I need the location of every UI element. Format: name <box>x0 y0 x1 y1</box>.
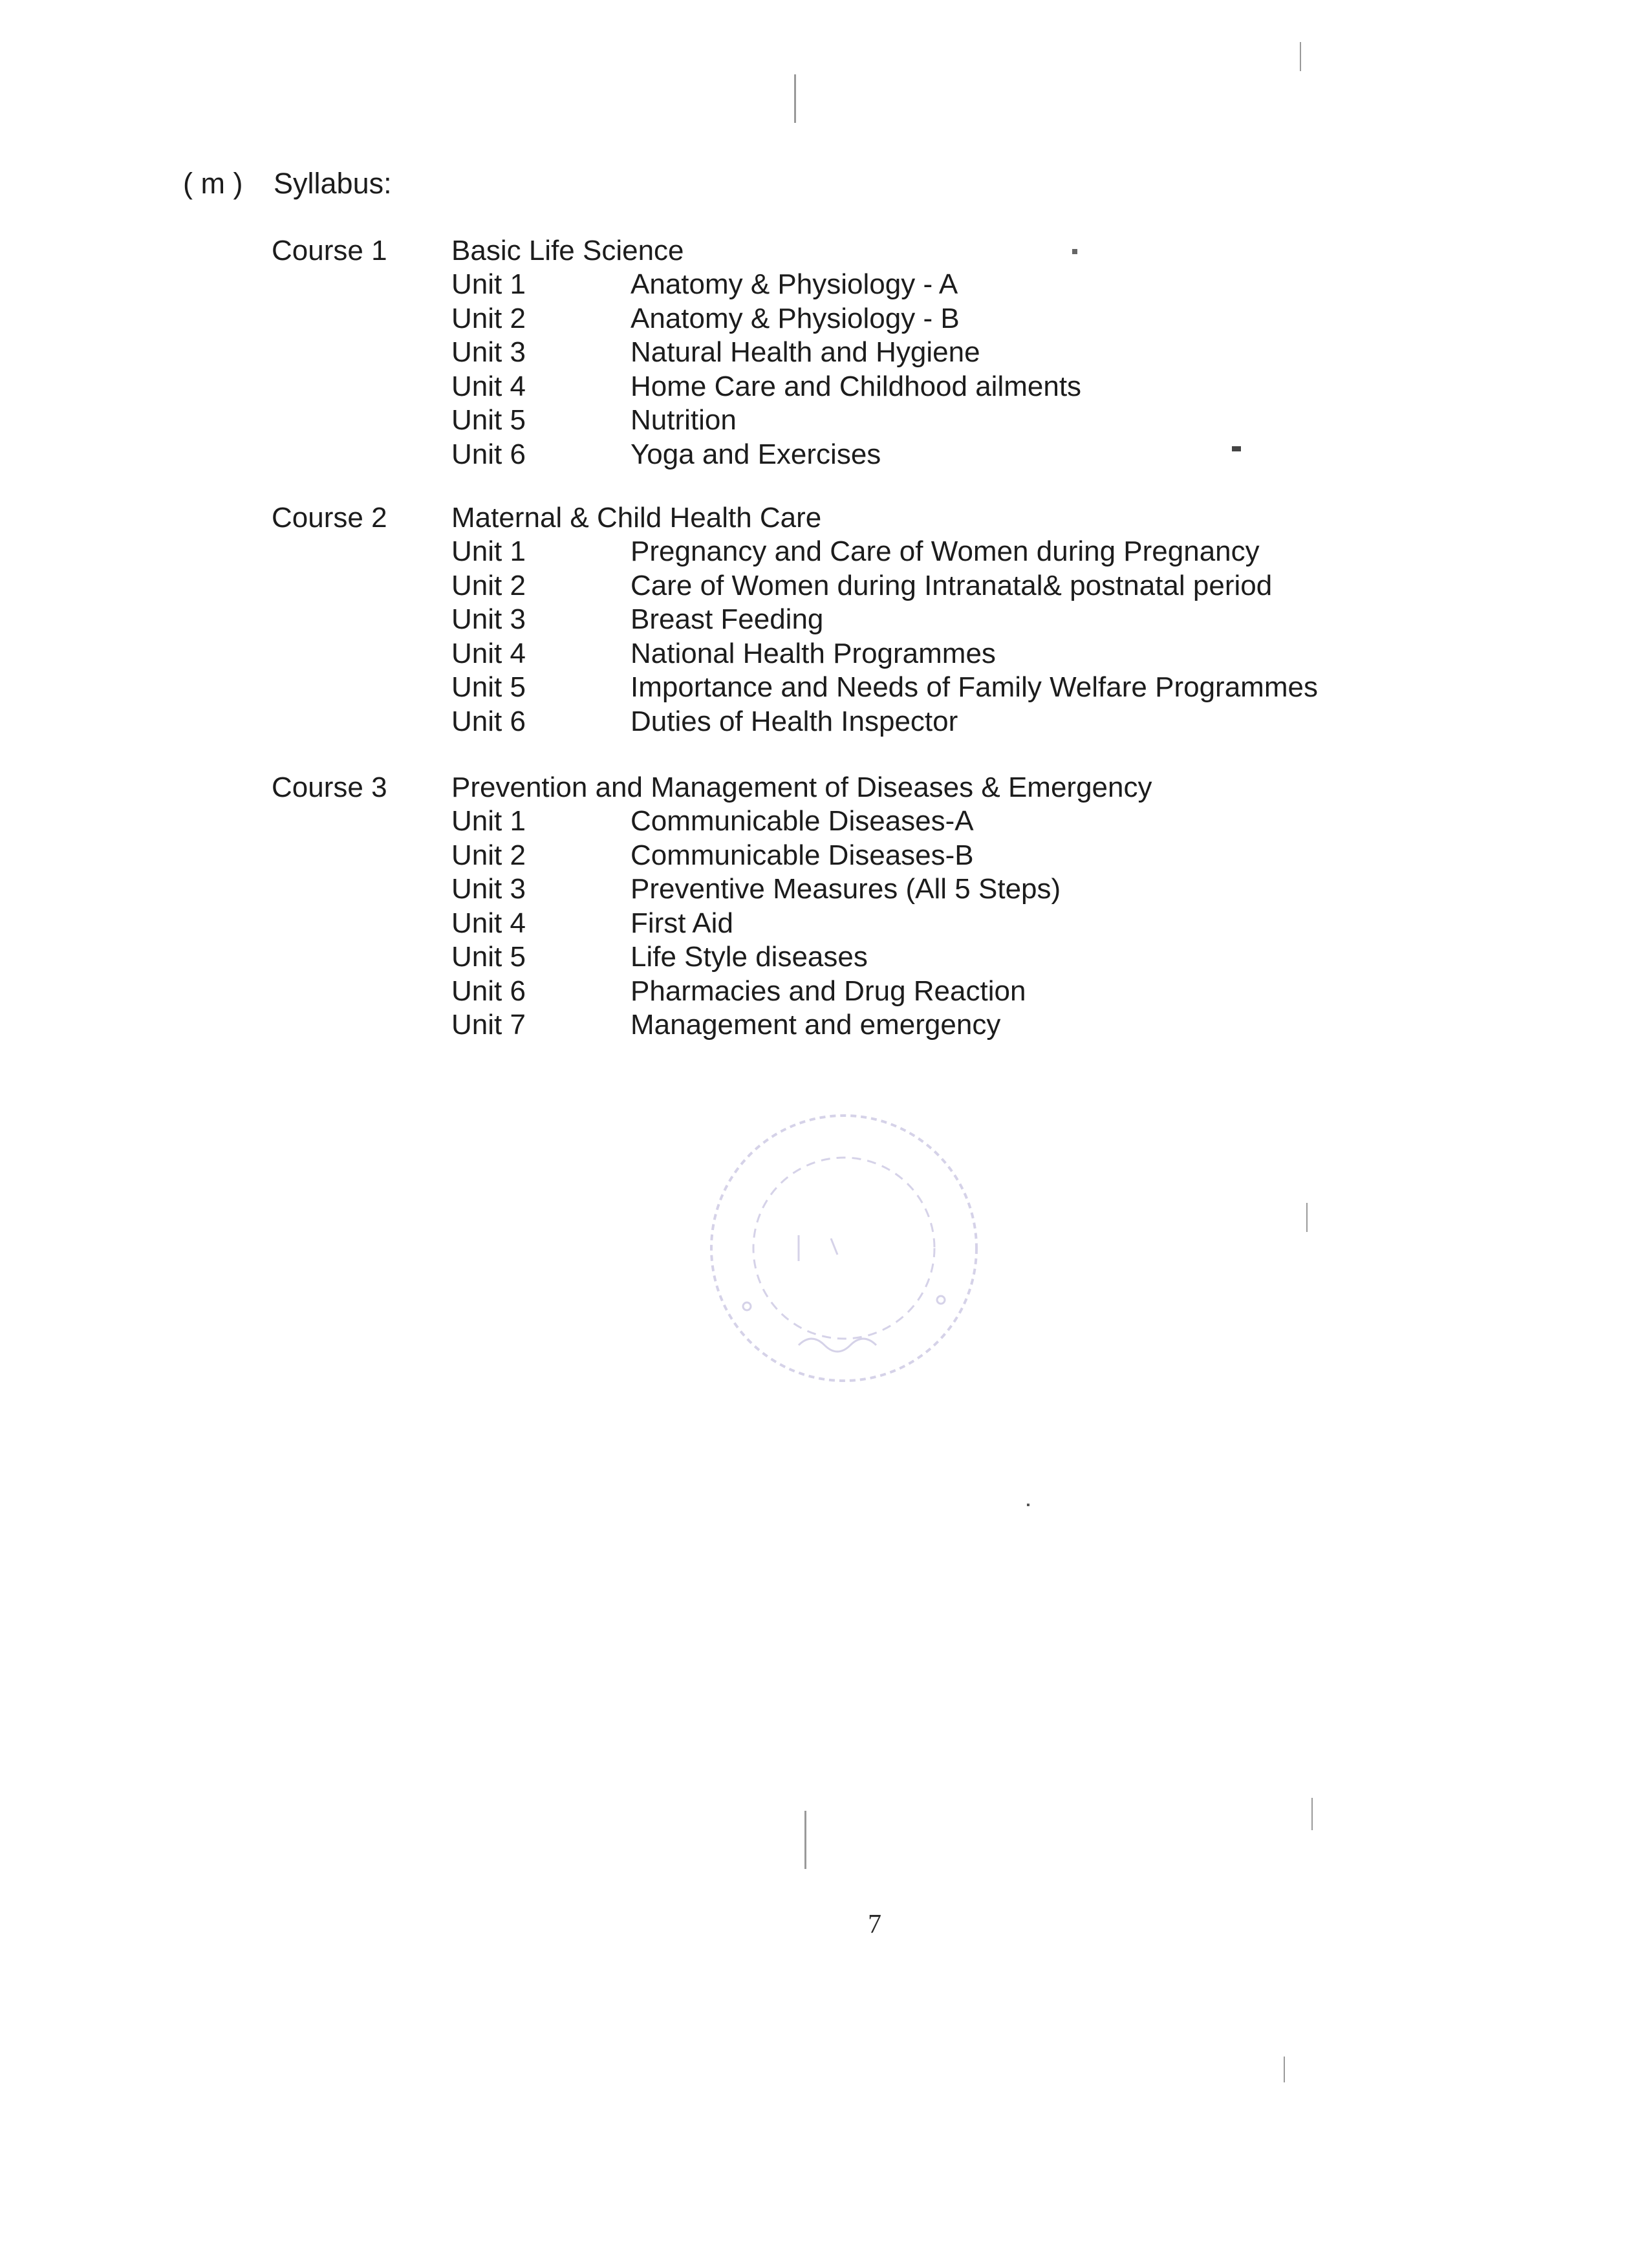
unit-name: Management and emergency <box>630 1009 1001 1041</box>
unit-label: Unit 3 <box>451 603 526 635</box>
unit-name: National Health Programmes <box>630 637 996 669</box>
unit-label: Unit 5 <box>451 671 526 703</box>
unit-label: Unit 1 <box>451 805 526 837</box>
unit-label: Unit 7 <box>451 1009 526 1041</box>
unit-name: Pregnancy and Care of Women during Pregnancy <box>630 535 1260 567</box>
stamp-inner-ring <box>753 1158 934 1339</box>
unit-label: Unit 2 <box>451 302 526 334</box>
unit-label: Unit 4 <box>451 370 526 402</box>
scan-mark <box>804 1811 806 1869</box>
stamp-dot <box>937 1296 945 1304</box>
unit-name: Duties of Health Inspector <box>630 705 958 737</box>
unit-label: Unit 2 <box>451 839 526 871</box>
unit-label: Unit 1 <box>451 268 526 300</box>
course-label: Course 1 <box>272 235 387 266</box>
unit-name: Preventive Measures (All 5 Steps) <box>630 873 1061 905</box>
unit-name: Natural Health and Hygiene <box>630 336 980 368</box>
unit-name: Anatomy & Physiology - A <box>630 268 958 300</box>
course-label: Course 2 <box>272 502 387 534</box>
course-title: Prevention and Management of Diseases & Emergency <box>451 772 1152 803</box>
scan-mark <box>1072 249 1077 254</box>
unit-label: Unit 6 <box>451 438 526 470</box>
unit-name: Importance and Needs of Family Welfare Programmes <box>630 671 1318 703</box>
unit-label: Unit 1 <box>451 535 526 567</box>
scan-mark <box>1232 446 1241 451</box>
unit-label: Unit 6 <box>451 705 526 737</box>
unit-label: Unit 4 <box>451 637 526 669</box>
unit-name: Communicable Diseases-B <box>630 839 974 871</box>
course-label: Course 3 <box>272 772 387 803</box>
unit-name: Care of Women during Intranatal& postnatal period <box>630 569 1273 601</box>
unit-label: Unit 2 <box>451 569 526 601</box>
unit-label: Unit 3 <box>451 873 526 905</box>
section-heading <box>183 167 392 200</box>
scan-mark <box>794 74 796 123</box>
stamp-dot <box>743 1302 751 1310</box>
stamp-text-arc <box>799 1339 876 1352</box>
scan-mark <box>1306 1203 1308 1232</box>
course-title: Basic Life Science <box>451 235 684 266</box>
unit-label: Unit 5 <box>451 404 526 436</box>
scan-mark <box>1027 1504 1029 1506</box>
unit-name: Breast Feeding <box>630 603 824 635</box>
stamp-outer-ring <box>711 1116 976 1381</box>
unit-name: Life Style diseases <box>630 941 868 973</box>
unit-label: Unit 5 <box>451 941 526 973</box>
section-marker: ( m ) <box>183 167 243 200</box>
official-stamp <box>702 1106 986 1390</box>
unit-label: Unit 6 <box>451 975 526 1007</box>
unit-name: Communicable Diseases-A <box>630 805 974 837</box>
unit-name: Anatomy & Physiology - B <box>630 302 960 334</box>
unit-name: Nutrition <box>630 404 737 436</box>
scan-mark <box>1311 1798 1313 1830</box>
page-number: 7 <box>868 1910 881 1939</box>
unit-label: Unit 3 <box>451 336 526 368</box>
scan-mark <box>1300 42 1301 71</box>
course-title: Maternal & Child Health Care <box>451 502 822 534</box>
unit-name: First Aid <box>630 907 733 939</box>
stamp-mark <box>831 1238 837 1255</box>
scan-mark <box>1284 2057 1285 2082</box>
unit-name: Yoga and Exercises <box>630 438 881 470</box>
unit-label: Unit 4 <box>451 907 526 939</box>
section-title: Syllabus: <box>274 167 392 200</box>
unit-name: Home Care and Childhood ailments <box>630 370 1082 402</box>
unit-name: Pharmacies and Drug Reaction <box>630 975 1026 1007</box>
